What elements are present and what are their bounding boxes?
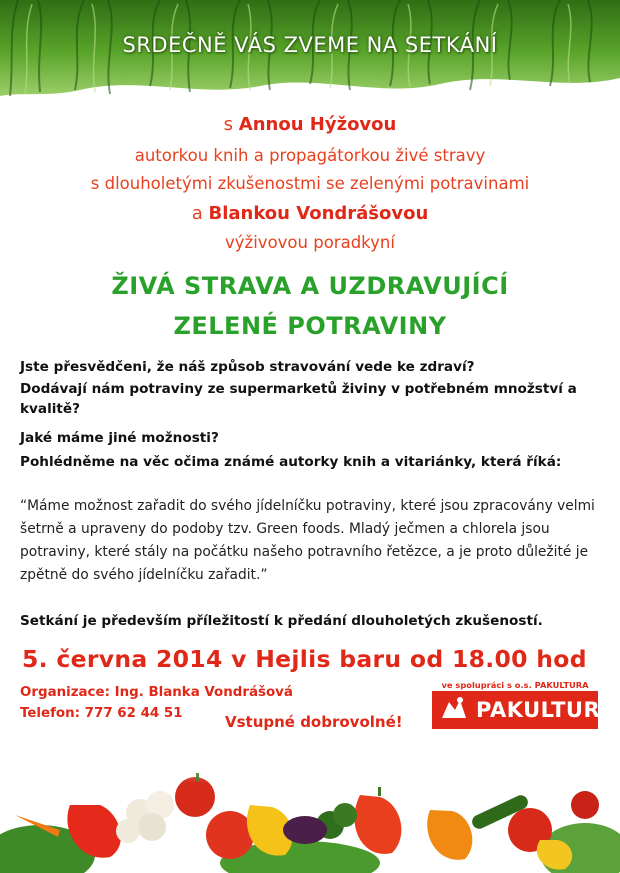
- phone: Telefon: 777 62 44 51: [20, 706, 183, 721]
- question-4: Pohlédněme na věc očima známé autorky knih a vitariánky, která říká:: [20, 454, 562, 470]
- pakultura-logo-text: PAKULTURA: [476, 698, 617, 722]
- speaker-1-name: Annou Hýžovou: [238, 114, 397, 135]
- event-title-line-1: ŽIVÁ STRAVA A UZDRAVUJÍCÍ: [111, 272, 509, 300]
- entry-fee: Vstupné dobrovolné!: [225, 713, 403, 731]
- speaker-1-prefix: s: [223, 114, 234, 135]
- question-1: Jste přesvědčeni, že náš způsob stravování vede ke zdraví?: [20, 359, 475, 375]
- invitation-headline: SRDEČNĚ VÁS ZVEME NA SETKÁNÍ: [122, 33, 498, 57]
- pakultura-mark-icon: [439, 696, 469, 724]
- event-date-venue: 5. června 2014 v Hejlis baru od 18.00 hod: [22, 645, 587, 673]
- speaker-2-role: výživovou poradkyní: [225, 233, 395, 252]
- pakultura-logo: [432, 691, 617, 729]
- cooperation-note: ve spolupráci s o.s. PAKULTURA: [441, 680, 589, 690]
- organizer: Organizace: Ing. Blanka Vondrášová: [20, 685, 293, 700]
- question-2: Dodávají nám potraviny ze supermarketů živiny v potřebném množství a kvalitě?: [20, 381, 577, 417]
- meeting-purpose: Setkání je především příležitostí k předání dlouholetých zkušeností.: [20, 613, 543, 629]
- speaker-1-line: [0, 114, 620, 135]
- vegetables-image: [0, 735, 620, 873]
- question-3: Jaké máme jiné možnosti?: [20, 430, 219, 446]
- author-quote: “Máme možnost zařadit do svého jídelníčku potraviny, které jsou zpracovány velmi šetrně a upraveny do podoby tzv. Green foods. Mladý ječmen a chlorela jsou potraviny, které stály na počátku našeho potravního řetězce, a je proto důležité je zpětně do svého jídelníčku zařadit.”: [20, 498, 595, 583]
- speaker-1-role: autorkou knih a propagátorkou živé stravy: [134, 146, 486, 165]
- speaker-2-name: Blankou Vondrášovou: [208, 203, 429, 224]
- speaker-2-line: [0, 203, 620, 224]
- event-title-line-2: ZELENÉ POTRAVINY: [173, 312, 447, 340]
- speaker-2-prefix: a: [191, 203, 203, 224]
- speaker-1-experience: s dlouholetými zkušenostmi se zelenými potravinami: [90, 174, 530, 193]
